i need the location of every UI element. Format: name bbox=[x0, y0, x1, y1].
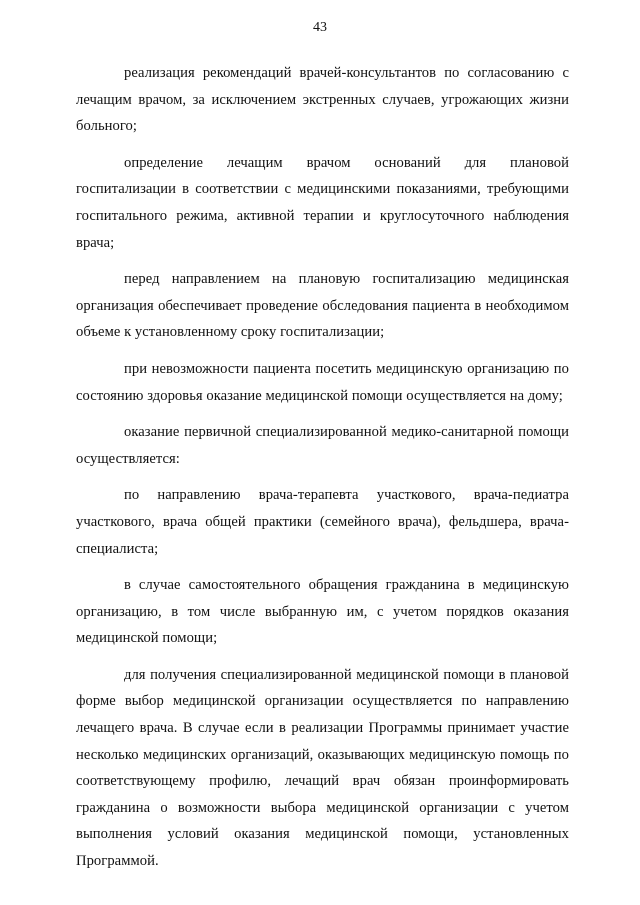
paragraph-hospitalization-grounds: определение лечащим врачом оснований для плановой госпитализации в соответствии с медицинскими показаниями, требующими госпитального режима, активной терапии и круглосуточного наблюдения врача; bbox=[76, 154, 569, 251]
page-number: 43 bbox=[313, 20, 327, 35]
paragraph-pre-hospitalization-exam: перед направлением на плановую госпитализацию медицинская организация обеспечивает проведение обследования пациента в необходимом объеме к установленному сроку госпитализации; bbox=[76, 271, 569, 341]
paragraph-home-care: при невозможности пациента посетить медицинскую организацию по состоянию здоровья оказание медицинской помощи осуществляется на дому; bbox=[76, 360, 569, 404]
document-body bbox=[76, 60, 569, 875]
paragraph-referral-by-physician: по направлению врача-терапевта участкового, врача-педиатра участкового, врача общей практики (семейного врача), фельдшера, врача-специалиста; bbox=[76, 487, 569, 557]
paragraph-specialized-care-intro: оказание первичной специализированной медико-санитарной помощи осуществляется: bbox=[76, 424, 569, 467]
paragraph-self-referral: в случае самостоятельного обращения гражданина в медицинскую организацию, в том числе выбранную им, с учетом порядков оказания медицинской помощи; bbox=[76, 577, 569, 647]
paragraph-planned-specialized-care: для получения специализированной медицинской помощи в плановой форме выбор медицинской организации осуществляется по направлению лечащего врача. В случае если в реализации Программы принимает участие несколько медицинских организаций, оказывающих медицинскую помощь по соответствующему профилю, лечащий врач обязан проинформировать гражданина о возможности выбора медицинской организации с учетом выполнения условий оказания медицинской помощи, установленных Программой. bbox=[76, 666, 569, 870]
paragraph-consultant-recommendations: реализация рекомендаций врачей-консультантов по согласованию с лечащим врачом, за исключением экстренных случаев, угрожающих жизни больного; bbox=[76, 65, 569, 135]
